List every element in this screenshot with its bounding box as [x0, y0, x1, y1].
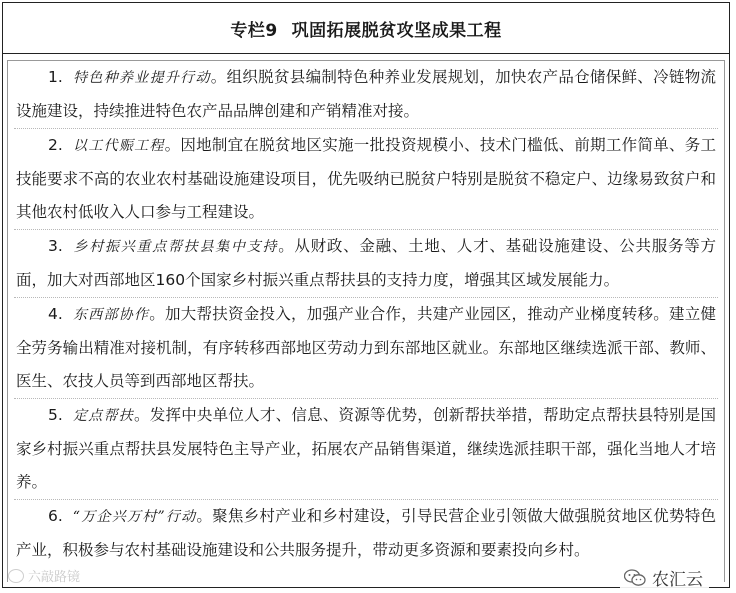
item-keyword: 乡村振兴重点帮扶县集中支持 [72, 239, 279, 255]
item-text: 。发挥中央单位人才、信息、资源等优势，创新帮扶举措，帮助定点帮扶县特别是国家乡村振兴重点帮扶县发展特色主导产业，拓展农产品销售渠道，继续选派挂职干部，强化当地人才培养。 [16, 406, 716, 491]
item-number: 5. [48, 406, 63, 424]
watermark-right-text: 农汇云 [652, 570, 703, 590]
item-number: 3. [48, 237, 63, 255]
item-keyword: 特色种养业提升行动 [72, 70, 211, 86]
weibo-icon [8, 569, 24, 583]
item-keyword: 以工代赈工程 [72, 138, 165, 154]
watermark-right [620, 565, 709, 590]
item-text: 。因地制宜在脱贫地区实施一批投资规模小、技术门槛低、前期工作简单、务工技能要求不高的农业农村基础设施建设项目，优先吸纳已脱贫户特别是脱贫不稳定户、边缘易致贫户和其他农村低收入人口参与工程建设。 [16, 136, 716, 221]
item-number: 1. [48, 68, 63, 86]
list-item [14, 500, 718, 567]
feature-box [2, 2, 730, 588]
list-item [14, 298, 718, 399]
item-keyword: “万企兴万村”行动 [72, 509, 197, 525]
list-item [14, 399, 718, 500]
list-item [14, 230, 718, 298]
item-number: 6. [48, 507, 63, 525]
item-text: 。组织脱贫县编制特色种养业发展规划，加快农产品仓储保鲜、冷链物流设施建设，持续推进特色农产品品牌创建和产销精准对接。 [16, 68, 716, 120]
item-text: 。聚焦乡村产业和乡村建设，引导民营企业引领做大做强脱贫地区优势特色产业，积极参与农村基础设施建设和公共服务提升，带动更多资源和要素投向乡村。 [16, 507, 716, 559]
item-number: 2. [48, 136, 63, 154]
list-item [14, 61, 718, 129]
wechat-icon [624, 569, 646, 587]
item-text: 。从财政、金融、土地、人才、基础设施建设、公共服务等方面，加大对西部地区160个国家乡村振兴重点帮扶县的支持力度，增强其区域发展能力。 [16, 237, 716, 289]
item-keyword: 定点帮扶 [72, 408, 134, 424]
box-title-text: 巩固拓展脱贫攻坚成果工程 [291, 20, 502, 41]
item-keyword: 东西部协作 [72, 307, 150, 323]
item-text: 。加大帮扶资金投入，加强产业合作，共建产业园区，推动产业梯度转移。建立健全劳务输出精准对接机制，有序转移西部地区劳动力到东部地区就业。东部地区继续选派干部、教师、医生、农技人员等到西部地区帮扶。 [16, 305, 716, 390]
item-number: 4. [48, 305, 63, 323]
box-content [7, 60, 725, 582]
watermark-left [8, 566, 80, 585]
watermark-left-text: 六敲路镜 [28, 570, 81, 585]
list-item [14, 129, 718, 230]
box-title-number: 专栏9 [230, 20, 278, 41]
box-title [3, 3, 729, 54]
